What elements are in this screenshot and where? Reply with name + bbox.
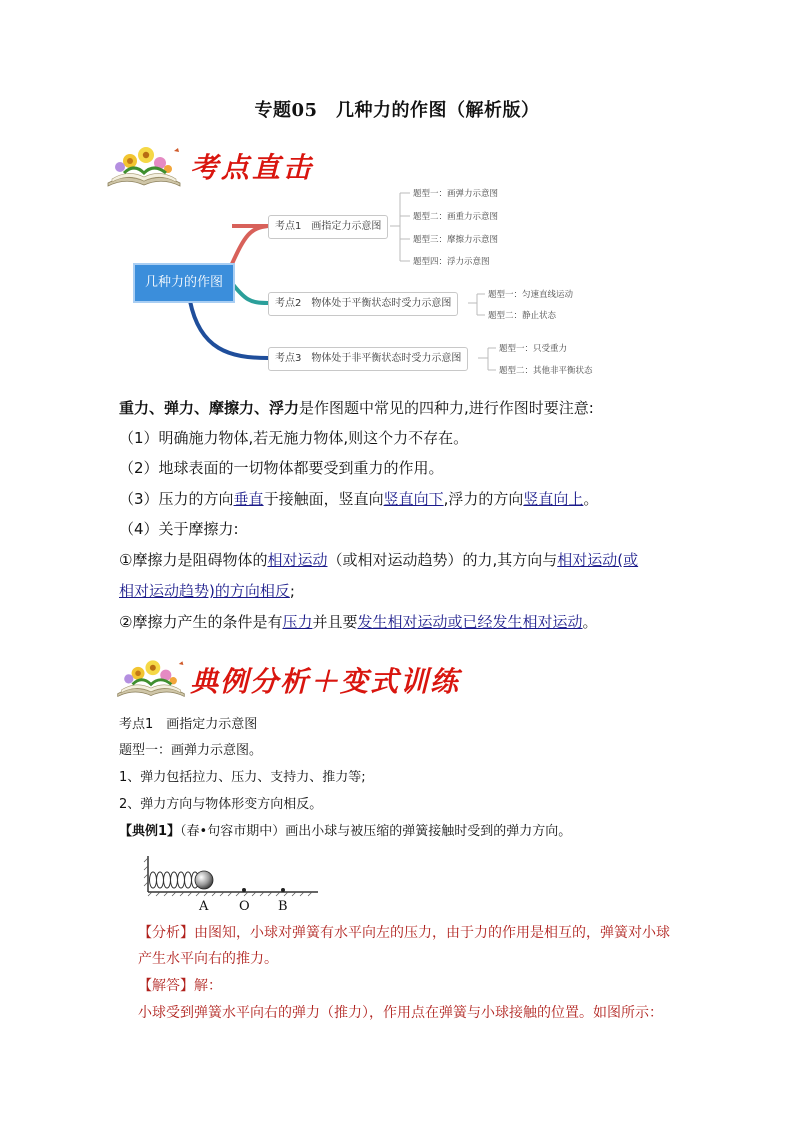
analysis-line-2: 产生水平向右的推力。 [138,951,278,967]
analysis-text: 由图知，小球对弹簧有水平向左的压力，由于力的作用是相互的，弹簧对小球 [194,925,670,941]
notes-intro-bold: 重力、弹力、摩擦力、浮力 [119,399,300,417]
answer-text: 小球受到弹簧水平向右的弹力（推力），作用点在弹簧与小球接触的位置。如图所示： [138,1005,663,1021]
answer-label: 【解答】 [138,978,194,994]
analysis-label: 【分析】 [138,925,194,941]
answer-suffix: 解： [194,978,222,994]
section-subheading: 题型一：画弹力示意图。 [119,743,263,758]
friction-1-underlined: 相对运动趋势)的方向相反 [119,582,290,600]
banner-heading: 考点直击 [190,151,315,184]
banner-heading: 典例分析＋变式训练 [190,665,461,698]
note-2: （2）地球表面的一切物体都要受到重力的作用。 [119,459,444,477]
mindmap-leaf: 题型二：其他非平衡状态 [499,366,593,376]
note-1: （1）明确施力物体,若无施力物体,则这个力不存在。 [119,429,469,447]
mindmap-leaf: 题型三：摩擦力示意图 [413,235,499,245]
note-3-text: ,浮力的方向 [443,490,524,508]
book-flowers-icon [114,655,188,699]
mindmap-leaf: 题型二：画重力示意图 [413,212,499,222]
section-point-1: 1、弹力包括拉力、压力、支持力、推力等; [119,770,366,785]
friction-2-underlined: 压力 [282,613,313,631]
note-3-underlined: 垂直 [233,490,264,508]
section-point-2: 2、弹力方向与物体形变方向相反。 [119,797,323,812]
friction-2-text: 。 [582,613,598,631]
spring-ball-figure [140,852,330,914]
note-3-text: 于接触面，竖直向 [263,490,384,508]
example-text: （春•句容市期中）画出小球与被压缩的弹簧接触时受到的弹力方向。 [180,824,572,839]
mindmap-branch-1: 考点1 画指定力示意图 [268,215,388,239]
friction-1-cont [119,576,295,606]
friction-2-text: ②摩擦力产生的条件是有 [119,613,283,631]
answer-label-line [138,973,222,999]
mindmap-branch-3: 考点3 物体处于非平衡状态时受力示意图 [268,347,468,371]
friction-2 [119,607,598,637]
friction-1-text: ; [289,582,295,600]
mindmap-root: 几种力的作图 [133,263,235,303]
note-3-text: 。 [583,490,599,508]
note-3-text: （3）压力的方向 [119,490,234,508]
mindmap-leaf: 题型二：静止状态 [488,311,557,321]
note-3-underlined: 竖直向下 [383,490,444,508]
note-3-underlined: 竖直向上 [523,490,584,508]
mindmap-leaf: 题型一：只受重力 [499,344,568,354]
figure-label-o: O [239,899,250,914]
mindmap-leaf: 题型四：浮力示意图 [413,257,490,267]
friction-1-text: （或相对运动趋势）的力,其方向与 [327,551,558,569]
friction-2-text: 并且要 [312,613,358,631]
note-4: （4）关于摩擦力: [119,520,239,538]
figure-label-a: A [199,899,209,914]
analysis-line-1 [138,920,670,946]
note-3 [119,484,598,514]
example-label: 【典例1】 [119,824,181,839]
friction-1-text: ①摩擦力是阻碍物体的 [119,551,268,569]
section-heading: 考点1 画指定力示意图 [119,717,258,732]
friction-2-underlined: 发生相对运动或已经发生相对运动 [357,613,583,631]
figure-label-b: B [278,899,288,914]
example-prompt [119,819,571,844]
friction-1 [119,545,638,575]
friction-1-underlined: 相对运动 [267,551,328,569]
friction-1-underlined: 相对运动(或 [557,551,639,569]
mindmap-branch-2: 考点2 物体处于平衡状态时受力示意图 [268,292,458,316]
page-title: 专题05 几种力的作图（解析版） [254,100,540,121]
mindmap-leaf: 题型一：匀速直线运动 [488,290,574,300]
notes-intro [119,393,689,423]
notes-intro-rest: 是作图题中常见的四种力,进行作图时要注意: [299,399,594,417]
mindmap-leaf: 题型一：画弹力示意图 [413,189,499,199]
